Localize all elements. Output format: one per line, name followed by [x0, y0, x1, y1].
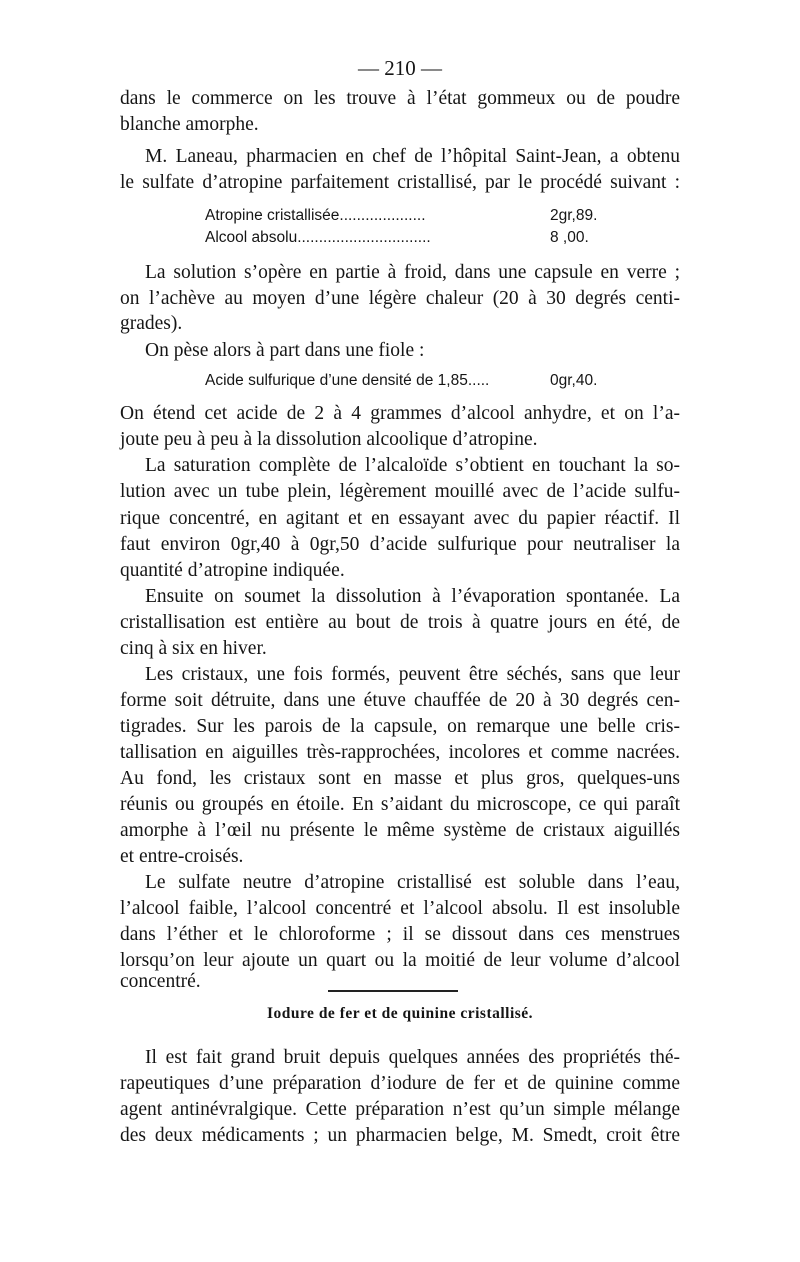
- text-line: Le sulfate neutre d’atropine cristallisé est soluble dans l’eau,: [145, 872, 680, 893]
- recipe-ingredient: Atropine cristallisée....................: [205, 207, 426, 224]
- text-line: tigrades. Sur les parois de la capsule, on remarque une belle cris-: [120, 716, 680, 737]
- text-line: dans le commerce on les trouve à l’état gommeux ou de poudre: [120, 88, 680, 109]
- text-line: Au fond, les cristaux sont en masse et plus gros, quelques-uns: [120, 768, 680, 789]
- text-line: rique concentré, en agitant et en essayant avec du papier réactif. Il: [120, 508, 680, 529]
- text-line: Il est fait grand bruit depuis quelques années des propriétés thé-: [145, 1047, 680, 1068]
- text-line: on l’achève au moyen d’une légère chaleur (20 à 30 degrés centi-: [120, 288, 680, 309]
- text-line: et entre-croisés.: [120, 846, 244, 867]
- text-line: réunis ou groupés en étoile. En s’aidant du microscope, ce qui paraît: [120, 794, 680, 815]
- section-divider: [328, 990, 458, 992]
- text-line: des deux médicaments ; un pharmacien belge, M. Smedt, croit être: [120, 1125, 680, 1146]
- text-line: forme soit détruite, dans une étuve chauffée de 20 à 30 degrés cen-: [120, 690, 680, 711]
- text-line: concentré.: [120, 971, 201, 992]
- text-line: On étend cet acide de 2 à 4 grammes d’alcool anhydre, et on l’a-: [120, 403, 680, 424]
- text-line: On pèse alors à part dans une fiole :: [145, 340, 425, 361]
- text-line: l’alcool faible, l’alcool concentré et l’alcool absolu. Il est insoluble: [120, 898, 680, 919]
- text-line: grades).: [120, 313, 183, 334]
- text-line: La solution s’opère en partie à froid, dans une capsule en verre ;: [145, 262, 680, 283]
- recipe-ingredient: Acide sulfurique d’une densité de 1,85.....: [205, 372, 490, 389]
- text-line: rapeutiques d’une préparation d’iodure de fer et de quinine comme: [120, 1073, 680, 1094]
- text-line: lorsqu’on leur ajoute un quart ou la moitié de leur volume d’alcool: [120, 950, 680, 971]
- text-line: le sulfate d’atropine parfaitement cristallisé, par le procédé suivant :: [120, 172, 680, 193]
- text-line: cinq à six en hiver.: [120, 638, 267, 659]
- section-heading: Iodure de fer et de quinine cristallisé.: [266, 1005, 534, 1022]
- text-line: joute peu à peu à la dissolution alcoolique d’atropine.: [120, 429, 538, 450]
- recipe-quantity: 2gr,89.: [550, 207, 598, 224]
- text-line: amorphe à l’œil nu présente le même système de cristaux aiguillés: [120, 820, 680, 841]
- text-line: faut environ 0gr,40 à 0gr,50 d’acide sulfurique pour neutraliser la: [120, 534, 680, 555]
- text-line: blanche amorphe.: [120, 114, 259, 135]
- recipe-quantity: 8 ,00.: [550, 229, 589, 246]
- recipe-quantity: 0gr,40.: [550, 372, 598, 389]
- text-line: M. Laneau, pharmacien en chef de l’hôpital Saint-Jean, a obtenu: [145, 146, 680, 167]
- text-line: lution avec un tube plein, légèrement mouillé avec de l’acide sulfu-: [120, 481, 680, 502]
- text-line: dans l’éther et le chloroforme ; il se dissout dans ces menstrues: [120, 924, 680, 945]
- text-line: Les cristaux, une fois formés, peuvent être séchés, sans que leur: [145, 664, 680, 685]
- recipe-ingredient: Alcool absolu...............................: [205, 229, 431, 246]
- text-line: agent antinévralgique. Cette préparation n’est qu’un simple mélange: [120, 1099, 680, 1120]
- text-line: tallisation en aiguilles très-rapprochées, incolores et comme nacrées.: [120, 742, 680, 763]
- text-line: cristallisation est entière au bout de trois à quatre jours en été, de: [120, 612, 680, 633]
- text-line: quantité d’atropine indiquée.: [120, 560, 345, 581]
- text-line: La saturation complète de l’alcaloïde s’obtient en touchant la so-: [145, 455, 680, 476]
- text-line: Ensuite on soumet la dissolution à l’évaporation spontanée. La: [145, 586, 680, 607]
- page-number: — 210 —: [358, 56, 442, 80]
